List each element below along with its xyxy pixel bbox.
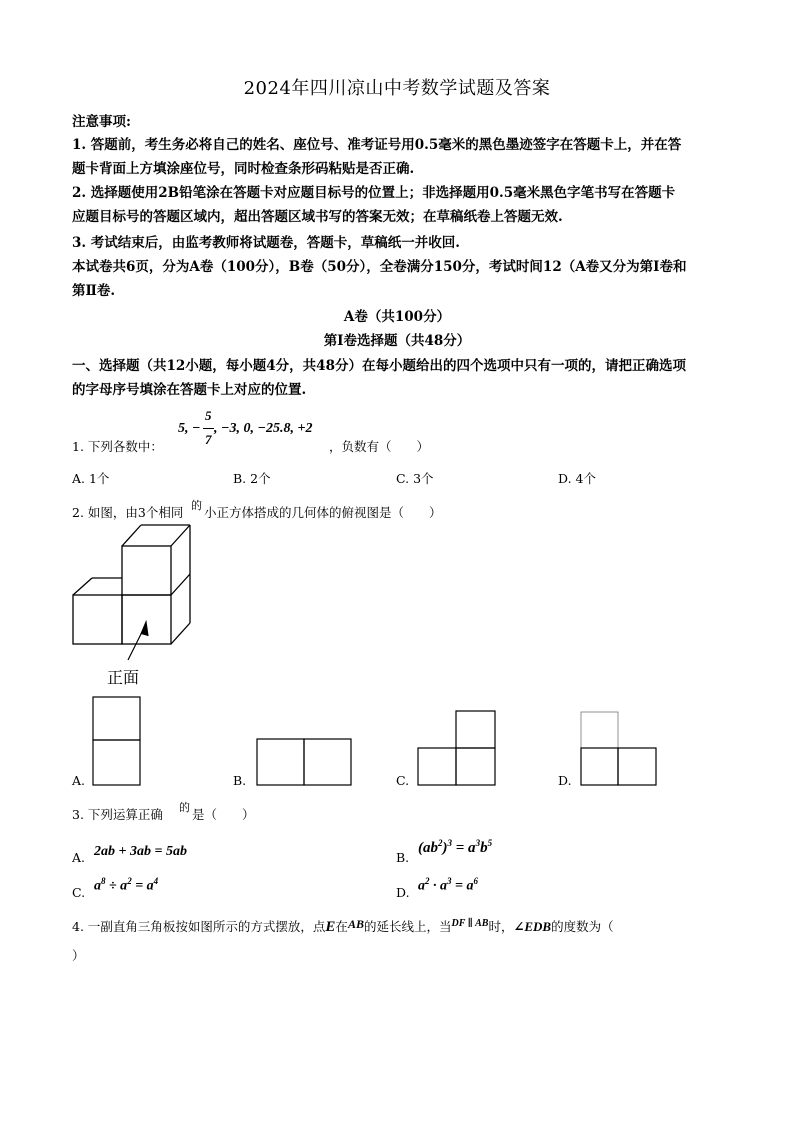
q3-option-a-math: 2ab + 3ab = 5ab (94, 844, 187, 859)
notice-line-4: 应题目标号的答题区域内，超出答题区域书写的答案无效；在草稿纸卷上答题无效. (72, 209, 563, 225)
q3-c-eq: = a (131, 878, 154, 894)
q1-suffix: ，负数有（ ） (329, 439, 430, 454)
q2-stem-de: 的 (191, 499, 202, 512)
q4-stem-d: 时， (488, 919, 514, 934)
section-intro-1: 一、选择题（共12小题，每小题4分，共48分）在每小题给出的四个选项中只有一项的，请把正确选项 (72, 358, 686, 374)
q3-option-c-math (94, 876, 158, 895)
q2-stem-b: 小正方体搭成的几何体的俯视图是（ ） (204, 505, 442, 520)
q3-d-a-exp: 2 (425, 876, 430, 886)
section-intro-2: 的字母序号填涂在答题卡上对应的位置. (72, 382, 307, 398)
notice-line-5: 3. 考试结束后，由监考教师将试题卷，答题卡，草稿纸一并收回. (72, 235, 460, 251)
q3-c-a-exp: 8 (101, 876, 106, 886)
q4-point-e: E (325, 919, 336, 935)
q4-parallel: DF ∥ AB (451, 918, 489, 929)
q3-stem-de: 的 (179, 801, 190, 814)
q3-c-b-exp: 2 (127, 876, 132, 886)
q3-stem-b: 是（ ） (192, 807, 255, 822)
q3-c-op: ÷ a (105, 878, 128, 894)
q2-front-label: 正面 (107, 668, 140, 687)
q4-stem-c: 的延长线上，当 (363, 919, 452, 934)
q3-d-eq: = a (451, 878, 474, 894)
page-title: 2024年四川凉山中考数学试题及答案 (243, 78, 551, 99)
q3-option-a-label: A. (72, 850, 86, 865)
q3-b-rhs-a: = a (452, 840, 476, 856)
q4-stem-a: 4. 一副直角三角板按如图所示的方式摆放，点 (72, 919, 326, 934)
q3-b-close: ) (442, 840, 448, 856)
notice-line-1: 1. 答题前，考生务必将自己的姓名、座位号、准考证号用0.5毫米的黑色墨迹签字在答题卡上，并在答 (72, 137, 682, 153)
q4-stem-close: ） (72, 948, 85, 963)
notice-heading: 注意事项: (72, 114, 131, 130)
q1-math-b: , −3, 0, −25.8, +2 (214, 421, 313, 436)
q4-stem-b: 在 (335, 919, 348, 934)
q2-label-d: D. (558, 773, 572, 788)
notice-line-3: 2. 选择题使用2B铅笔涂在答题卡对应题目标号的位置上；非选择题用0.5毫米黑色字笔书写在答题卡 (72, 185, 676, 201)
q1-frac-num: 5 (205, 408, 212, 423)
q3-option-b-label: B. (396, 850, 410, 865)
q3-d-c-exp: 6 (473, 876, 478, 886)
notice-line-7: 第Ⅱ卷. (72, 283, 116, 299)
q1-frac-den: 7 (205, 432, 212, 447)
notice-line-2: 题卡背面上方填涂座位号，同时检查条形码粘贴是否正确. (72, 161, 415, 177)
q3-option-d-math (418, 876, 478, 895)
q3-stem-a: 3. 下列运算正确 (72, 807, 163, 822)
q1-math-a: 5, − (178, 421, 201, 436)
q1-option-c: C. 3个 (396, 471, 434, 486)
q4-angle: ∠EDB (513, 919, 552, 934)
q4-segment-ab: AB (347, 917, 364, 931)
section-a-title: A卷（共100分） (343, 309, 451, 325)
q3-d-b-exp: 3 (447, 876, 452, 886)
q3-b-exp-inner: 2 (438, 838, 443, 848)
q3-option-c-label: C. (72, 885, 86, 900)
q3-d-a: a (418, 878, 425, 894)
q3-b-rhs-a-exp: 3 (475, 838, 481, 848)
q3-b-rhs-b-exp: 5 (487, 838, 493, 848)
notice-line-6: 本试卷共6页，分为A卷（100分），B卷（50分），全卷满分150分，考试时间12（A卷又分为第Ⅰ卷和 (72, 259, 687, 275)
q2-label-b: B. (233, 773, 247, 788)
q1-option-b: B. 2个 (233, 471, 271, 486)
part1-title: 第Ⅰ卷选择题（共48分） (323, 333, 471, 349)
q3-option-b-math (418, 838, 492, 857)
q3-option-d-label: D. (396, 885, 410, 900)
q2-label-c: C. (396, 773, 410, 788)
q2-label-a: A. (72, 773, 86, 788)
q1-option-d: D. 4个 (558, 471, 596, 486)
q3-b-base: (ab (418, 840, 438, 856)
q3-c-c-exp: 4 (153, 876, 159, 886)
q3-b-rhs-b: b (480, 840, 488, 856)
q3-d-op: · a (429, 878, 447, 894)
q2-stem-a: 2. 如图，由3个相同 (72, 505, 184, 520)
q3-b-exp-outer: 3 (447, 838, 452, 848)
q1-prefix: 1. 下列各数中： (72, 439, 163, 454)
q4-stem-line (72, 917, 614, 936)
q4-stem-e: 的度数为（ (551, 919, 614, 934)
q1-option-a: A. 1个 (72, 471, 110, 486)
q3-c-a: a (94, 878, 101, 894)
